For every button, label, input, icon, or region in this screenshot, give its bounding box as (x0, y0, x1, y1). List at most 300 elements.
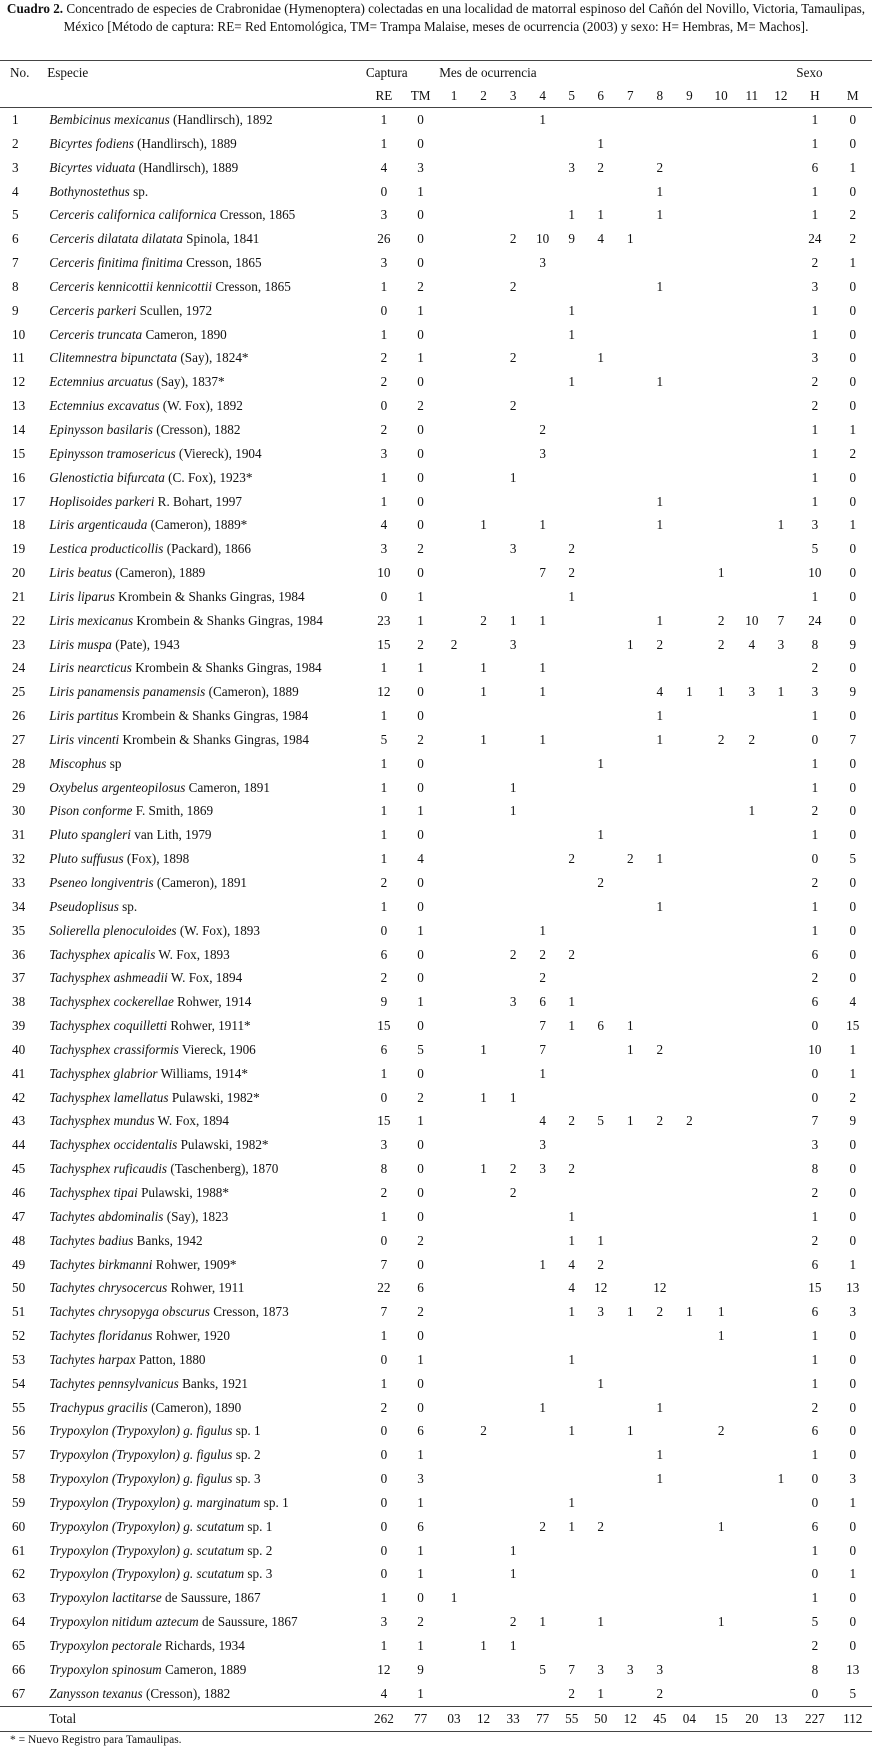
data-cell: 2 (811, 1184, 819, 1200)
table-row (0, 776, 872, 800)
data-cell (675, 1443, 705, 1467)
data-cell (498, 323, 528, 347)
data-cell (586, 513, 616, 537)
data-cell (766, 203, 797, 227)
data-cell (675, 370, 705, 394)
table-row (0, 299, 872, 323)
data-cell (704, 418, 738, 442)
data-cell (586, 728, 616, 752)
species-name: Liris partitus (49, 708, 119, 724)
data-cell (704, 1658, 738, 1682)
data-cell (586, 895, 616, 919)
total-cell: 15 (704, 1706, 738, 1731)
data-cell: 1 (380, 1065, 388, 1081)
data-cell (528, 895, 558, 919)
species-cell (37, 418, 366, 442)
data-cell: 1 (849, 1256, 857, 1272)
data-cell: 0 (811, 1566, 819, 1582)
data-cell (615, 490, 645, 514)
data-cell (586, 1491, 616, 1515)
data-cell (557, 799, 585, 823)
data-cell (469, 776, 499, 800)
data-cell (738, 752, 765, 776)
data-cell (615, 1515, 645, 1539)
species-author: (Cameron), 1889 (115, 565, 206, 581)
species-author: Krombein & Shanks Gingras, 1984 (122, 731, 309, 747)
data-cell (528, 299, 558, 323)
data-cell (704, 442, 738, 466)
data-cell (704, 1562, 738, 1586)
data-cell (766, 704, 797, 728)
data-cell (528, 776, 558, 800)
data-cell (766, 1109, 797, 1133)
data-cell: 2 (417, 1232, 424, 1248)
data-cell (528, 1562, 558, 1586)
species-author: (Cameron), 1889 (208, 684, 299, 700)
data-cell (675, 1253, 705, 1277)
table-row (0, 680, 872, 704)
data-cell (586, 1038, 616, 1062)
data-cell (766, 1682, 797, 1706)
data-cell (766, 1515, 797, 1539)
species-cell (37, 656, 366, 680)
species-name: Pseudoplisus (49, 898, 119, 914)
species-author: W. Fox, 1893 (158, 946, 230, 962)
species-author: Cresson, 1873 (213, 1304, 289, 1320)
data-cell (675, 990, 705, 1014)
row-number: 27 (12, 731, 26, 747)
species-author: Cresson, 1865 (219, 207, 296, 223)
species-table (0, 60, 872, 1732)
data-cell (469, 585, 499, 609)
data-cell: 0 (849, 1351, 857, 1367)
species-name: Tachytes harpax (49, 1351, 136, 1367)
row-number: 8 (12, 278, 19, 294)
data-cell (645, 1157, 675, 1181)
data-cell (586, 1419, 616, 1443)
data-cell (766, 537, 797, 561)
subheader-cell: TM (402, 85, 439, 108)
table-row (0, 1610, 872, 1634)
row-number: 31 (12, 827, 26, 843)
table-row (0, 323, 872, 347)
data-cell (675, 776, 705, 800)
data-cell (469, 323, 499, 347)
species-author: (Cresson), 1882 (145, 1685, 231, 1701)
header-sexo: Sexo (796, 61, 872, 86)
table-row (0, 1324, 872, 1348)
data-cell (469, 180, 499, 204)
data-cell (469, 990, 499, 1014)
data-cell (528, 490, 558, 514)
species-name: Liris mexicanus (49, 612, 134, 628)
subheader-cell: M (834, 85, 872, 108)
data-cell (586, 1133, 616, 1157)
table-row (0, 919, 872, 943)
species-author: Krombein & Shanks Gingras, 1984 (118, 588, 305, 604)
table-row (0, 1086, 872, 1110)
data-cell (738, 1062, 765, 1086)
data-cell: 0 (849, 755, 857, 771)
data-cell: 1 (480, 684, 487, 700)
data-cell (645, 537, 675, 561)
data-cell (704, 537, 738, 561)
data-cell: 1 (539, 922, 546, 938)
data-cell: 2 (568, 1113, 575, 1129)
species-cell (37, 895, 366, 919)
row-number: 7 (12, 255, 19, 271)
data-cell (586, 1396, 616, 1420)
data-cell: 4 (380, 517, 388, 533)
row-number: 34 (12, 898, 26, 914)
data-cell (469, 919, 499, 943)
data-cell: 1 (849, 159, 857, 175)
data-cell: 2 (811, 398, 819, 414)
data-cell (469, 1562, 499, 1586)
species-cell (37, 752, 366, 776)
data-cell: 1 (417, 350, 424, 366)
data-cell (498, 1396, 528, 1420)
data-cell: 1 (597, 207, 604, 223)
data-cell (469, 1300, 499, 1324)
data-cell (439, 609, 469, 633)
data-cell (645, 251, 675, 275)
data-cell: 2 (811, 374, 819, 390)
species-name: Clitemnestra bipunctata (49, 350, 178, 366)
data-cell: 0 (849, 350, 857, 366)
data-cell (704, 275, 738, 299)
data-cell (439, 990, 469, 1014)
data-cell (704, 1467, 738, 1491)
data-cell (645, 1348, 675, 1372)
subheader-blank (0, 85, 37, 108)
data-cell (675, 609, 705, 633)
data-cell (738, 585, 765, 609)
species-name: Liris beatus (49, 565, 112, 581)
data-cell: 1 (811, 326, 819, 342)
row-number: 28 (12, 755, 26, 771)
species-name: Cerceris dilatata dilatata (49, 231, 183, 247)
data-cell: 0 (849, 660, 857, 676)
data-cell: 1 (509, 1542, 517, 1558)
data-cell: 1 (656, 708, 664, 724)
data-cell: 1 (480, 1089, 487, 1105)
data-cell: 2 (509, 946, 517, 962)
data-cell (586, 919, 616, 943)
data-cell: 1 (811, 421, 819, 437)
species-cell (37, 1586, 366, 1610)
species-cell (37, 943, 366, 967)
data-cell (586, 275, 616, 299)
data-cell: 1 (380, 755, 388, 771)
data-cell: 0 (849, 302, 857, 318)
data-cell (704, 490, 738, 514)
data-cell (586, 585, 616, 609)
data-cell: 10 (808, 565, 822, 581)
data-cell (498, 132, 528, 156)
data-cell (469, 370, 499, 394)
table-row (0, 1181, 872, 1205)
data-cell: 2 (849, 1089, 857, 1105)
data-cell (704, 394, 738, 418)
table-row (0, 1467, 872, 1491)
data-cell: 1 (417, 1542, 424, 1558)
data-cell (557, 394, 585, 418)
species-cell (37, 1515, 366, 1539)
data-cell: 0 (417, 1137, 424, 1153)
data-cell (498, 1443, 528, 1467)
data-cell (738, 490, 765, 514)
data-cell (498, 490, 528, 514)
data-cell (675, 275, 705, 299)
data-cell (528, 1539, 558, 1563)
data-cell: 1 (380, 1208, 388, 1224)
data-cell (738, 1372, 765, 1396)
data-cell: 0 (849, 588, 857, 604)
data-cell (615, 299, 645, 323)
total-cell: 13 (766, 1706, 797, 1731)
row-number: 48 (12, 1232, 26, 1248)
row-number: 47 (12, 1208, 26, 1224)
species-cell (37, 1086, 366, 1110)
data-cell: 5 (597, 1113, 604, 1129)
data-cell: 12 (377, 1661, 391, 1677)
data-cell (439, 394, 469, 418)
data-cell (498, 1276, 528, 1300)
data-cell (586, 1443, 616, 1467)
table-row (0, 490, 872, 514)
data-cell (498, 156, 528, 180)
data-cell: 1 (380, 278, 388, 294)
data-cell (586, 180, 616, 204)
species-name: Solierella plenoculoides (49, 922, 177, 938)
species-name: Miscophus (49, 755, 107, 771)
data-cell: 9 (417, 1661, 424, 1677)
data-cell (469, 1515, 499, 1539)
data-cell (645, 1634, 675, 1658)
data-cell: 2 (509, 1184, 517, 1200)
data-cell (766, 585, 797, 609)
data-cell (439, 847, 469, 871)
row-number: 44 (12, 1137, 26, 1153)
footnote: * = Nuevo Registro para Tamaulipas. (10, 1734, 182, 1746)
data-cell (469, 1610, 499, 1634)
data-cell: 1 (539, 684, 546, 700)
data-cell (528, 370, 558, 394)
data-cell (766, 1562, 797, 1586)
data-cell (557, 1086, 585, 1110)
data-cell (615, 656, 645, 680)
data-cell (675, 1157, 705, 1181)
data-cell (738, 1276, 765, 1300)
data-cell (469, 943, 499, 967)
data-cell (615, 1348, 645, 1372)
data-cell: 0 (849, 779, 857, 795)
data-cell (615, 1205, 645, 1229)
species-name: Trypoxylon (Trypoxylon) g. scutatum (49, 1518, 245, 1534)
data-cell: 1 (717, 1518, 725, 1534)
species-name: Trypoxylon spinosum (49, 1661, 162, 1677)
species-cell (37, 1539, 366, 1563)
species-cell (37, 1014, 366, 1038)
data-cell: 3 (811, 684, 819, 700)
data-cell (738, 990, 765, 1014)
species-author: Cresson, 1865 (186, 255, 262, 271)
row-number: 59 (12, 1494, 26, 1510)
data-cell (766, 1491, 797, 1515)
species-name: Trypoxylon (Trypoxylon) g. figulus (49, 1471, 233, 1487)
species-cell (37, 1038, 366, 1062)
data-cell (645, 418, 675, 442)
data-cell (439, 1229, 469, 1253)
data-cell (738, 275, 765, 299)
species-cell (37, 871, 366, 895)
data-cell (675, 799, 705, 823)
data-cell: 0 (417, 1208, 424, 1224)
data-cell (498, 108, 528, 132)
species-cell (37, 227, 366, 251)
data-cell (439, 466, 469, 490)
data-cell: 15 (377, 1018, 391, 1034)
data-cell (615, 251, 645, 275)
row-number: 56 (12, 1423, 26, 1439)
data-cell (645, 585, 675, 609)
species-cell (37, 323, 366, 347)
data-cell (766, 275, 797, 299)
total-cell: 33 (498, 1706, 528, 1731)
data-cell (528, 1634, 558, 1658)
row-number: 45 (12, 1161, 26, 1177)
data-cell: 1 (568, 207, 575, 223)
data-cell (645, 323, 675, 347)
data-cell (645, 1229, 675, 1253)
species-cell (37, 466, 366, 490)
data-cell: 0 (417, 207, 424, 223)
data-cell (557, 1038, 585, 1062)
data-cell (439, 1610, 469, 1634)
data-cell (586, 1086, 616, 1110)
data-cell (528, 633, 558, 657)
data-cell (498, 299, 528, 323)
data-cell (704, 1109, 738, 1133)
data-cell: 1 (717, 684, 725, 700)
data-cell: 1 (509, 803, 517, 819)
species-author: (W. Fox), 1892 (162, 398, 243, 414)
data-cell (586, 442, 616, 466)
table-row (0, 1348, 872, 1372)
data-cell: 1 (417, 183, 424, 199)
data-cell (557, 609, 585, 633)
data-cell: 4 (417, 851, 424, 867)
data-cell (766, 346, 797, 370)
data-cell (586, 490, 616, 514)
species-cell (37, 299, 366, 323)
species-author: Cameron, 1890 (145, 326, 227, 342)
data-cell (439, 1562, 469, 1586)
data-cell: 1 (380, 469, 388, 485)
species-author: (Cameron), 1889* (150, 517, 248, 533)
data-cell (704, 1157, 738, 1181)
data-cell (675, 1086, 705, 1110)
data-cell: 1 (568, 994, 575, 1010)
data-cell (738, 1586, 765, 1610)
data-cell: 0 (849, 1375, 857, 1391)
table-row (0, 1133, 872, 1157)
data-cell: 1 (849, 1494, 857, 1510)
data-cell: 2 (539, 1518, 546, 1534)
data-cell: 1 (568, 1208, 575, 1224)
row-number: 14 (12, 421, 26, 437)
data-cell: 8 (380, 1161, 388, 1177)
row-number: 40 (12, 1041, 26, 1057)
data-cell: 12 (377, 684, 391, 700)
data-cell (675, 633, 705, 657)
data-cell: 0 (417, 684, 424, 700)
data-cell: 3 (811, 517, 819, 533)
data-cell (766, 895, 797, 919)
data-cell: 2 (539, 421, 546, 437)
data-cell: 2 (656, 1113, 664, 1129)
data-cell (675, 537, 705, 561)
data-cell (766, 1658, 797, 1682)
data-cell (766, 776, 797, 800)
data-cell (704, 1491, 738, 1515)
row-number: 39 (12, 1018, 26, 1034)
data-cell: 6 (539, 994, 546, 1010)
data-cell (675, 394, 705, 418)
data-cell (766, 180, 797, 204)
data-cell (615, 1396, 645, 1420)
data-cell: 0 (417, 1184, 424, 1200)
data-cell (645, 1610, 675, 1634)
data-cell: 6 (811, 1304, 819, 1320)
data-cell (675, 1181, 705, 1205)
data-cell (557, 776, 585, 800)
data-cell: 0 (417, 112, 424, 127)
species-author: Cameron, 1889 (165, 1661, 247, 1677)
data-cell (557, 1324, 585, 1348)
data-cell (766, 561, 797, 585)
data-cell (738, 704, 765, 728)
data-cell (439, 966, 469, 990)
data-cell (675, 1658, 705, 1682)
data-cell (439, 156, 469, 180)
data-cell (704, 871, 738, 895)
data-cell: 7 (380, 1256, 388, 1272)
data-cell (675, 1324, 705, 1348)
data-cell (766, 847, 797, 871)
species-author: sp. (133, 183, 149, 199)
data-cell (704, 466, 738, 490)
data-cell (557, 704, 585, 728)
data-cell (615, 752, 645, 776)
data-cell (557, 418, 585, 442)
data-cell: 1 (568, 326, 575, 342)
data-cell (675, 895, 705, 919)
total-cell: 55 (557, 1706, 585, 1731)
species-cell (37, 1562, 366, 1586)
data-cell: 0 (849, 898, 857, 914)
data-cell: 1 (656, 851, 664, 867)
data-cell: 2 (417, 398, 424, 414)
data-cell (766, 418, 797, 442)
data-cell: 1 (380, 779, 388, 795)
subheader-cell: 4 (528, 85, 558, 108)
data-cell: 0 (849, 1328, 857, 1344)
data-cell: 1 (417, 1447, 424, 1463)
data-cell (738, 943, 765, 967)
data-cell (439, 895, 469, 919)
